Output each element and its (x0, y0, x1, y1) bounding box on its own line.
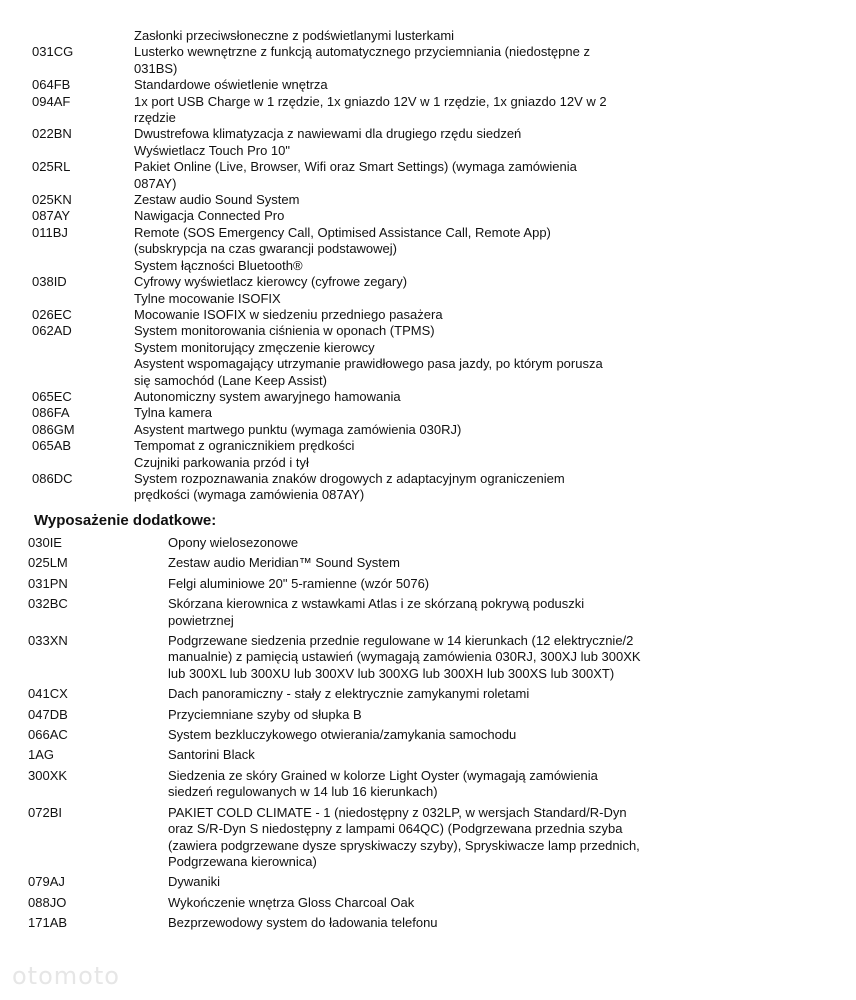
list-item (0, 438, 856, 454)
list-item (0, 44, 856, 77)
option-description: System monitorujący zmęczenie kierowcy (134, 339, 375, 355)
list-item (0, 422, 856, 438)
option-code: 072BI (28, 804, 62, 820)
list-item (0, 746, 856, 766)
list-item (0, 323, 856, 339)
option-description: Bezprzewodowy system do ładowania telefonu (168, 915, 438, 931)
option-code: 038ID (32, 274, 67, 290)
list-item (0, 389, 856, 405)
option-code (0, 356, 134, 389)
option-code: 025LM (28, 555, 68, 571)
option-code: 062AD (32, 323, 72, 339)
option-code: 065EC (32, 388, 72, 404)
option-code: 031PN (28, 575, 68, 591)
list-item (0, 685, 856, 705)
list-item (0, 258, 856, 274)
option-code (0, 340, 134, 356)
option-description: Mocowanie ISOFIX w siedzeniu przedniego pasażera (134, 306, 443, 322)
option-description: Czujniki parkowania przód i tył (134, 454, 309, 470)
option-code: 094AF (32, 93, 71, 109)
option-description: Lusterko wewnętrzne z funkcją automatycznego przyciemniania (niedostępne z 031BS) (134, 44, 590, 76)
watermark-logo: otomoto (12, 962, 120, 990)
option-code: 086GM (32, 421, 75, 437)
list-item (0, 914, 856, 934)
section-title-optional-equipment: Wyposażenie dodatkowe: (34, 512, 217, 529)
option-code: 033XN (28, 633, 68, 649)
list-item (0, 804, 856, 874)
option-description: Dwustrefowa klimatyzacja z nawiewami dla drugiego rzędu siedzeń (134, 126, 522, 142)
option-code: 086DC (32, 470, 73, 486)
list-item (0, 274, 856, 290)
option-code: 086FA (32, 405, 70, 421)
option-description: Dywaniki (168, 874, 221, 890)
option-description: Tylna kamera (134, 405, 213, 421)
optional-equipment-list (0, 534, 856, 935)
option-description: PAKIET COLD CLIMATE - 1 (niedostępny z 032LP, w wersjach Standard/R-Dyn oraz S/R-Dyn S niedostępny z lampami 064QC) (Podgrzewana przednia szyba (zawiera podgrzewane dysze spryskiwaczy szyby), Spryskiwacze lamp przednich, Podgrzewana kierownica) (168, 804, 640, 869)
list-item (0, 307, 856, 323)
option-code: 066AC (28, 727, 68, 743)
option-description: Asystent martwego punktu (wymaga zamówienia 030RJ) (134, 421, 462, 437)
option-description: Skórzana kierownica z wstawkami Atlas i ze skórzaną pokrywą poduszki powietrznej (168, 596, 585, 628)
list-item (0, 405, 856, 421)
option-description: Santorini Black (168, 747, 255, 763)
list-item (0, 534, 856, 554)
option-description: Tylne mocowanie ISOFIX (134, 290, 281, 306)
list-item (0, 873, 856, 893)
option-description: Felgi aluminiowe 20" 5-ramienne (wzór 5076) (168, 575, 430, 591)
option-code (0, 143, 134, 159)
option-description: System rozpoznawania znaków drogowych z adaptacyjnym ograniczeniem prędkości (wymaga zamówienia 087AY) (134, 470, 565, 503)
list-item (0, 225, 856, 258)
option-description: 1x port USB Charge w 1 rzędzie, 1x gniazdo 12V w 1 rzędzie, 1x gniazdo 12V w 2 rzędzie (134, 93, 607, 126)
list-item (0, 632, 856, 685)
list-item (0, 595, 856, 632)
option-description: Podgrzewane siedzenia przednie regulowane w 14 kierunkach (12 elektrycznie/2 manualnie) z pamięcią ustawień (wymagają zamówienia 030RJ, 300XJ lub 300XK lub 300XL lub 300XU lub 300XV lub 300XG lub 300XH lub 300XS lub 300XT) (168, 633, 641, 681)
list-item (0, 575, 856, 595)
list-item (0, 706, 856, 726)
standard-equipment-list (0, 28, 856, 504)
option-code: 171AB (28, 915, 68, 931)
option-code: 011BJ (32, 224, 68, 240)
option-code: 031CG (32, 44, 74, 60)
option-description: Standardowe oświetlenie wnętrza (134, 77, 328, 93)
option-code: 025RL (32, 159, 71, 175)
list-item (0, 554, 856, 574)
option-code: 064FB (32, 77, 71, 93)
list-item (0, 471, 856, 504)
option-code: 026EC (32, 306, 72, 322)
option-code: 1AG (28, 747, 55, 763)
option-description: Remote (SOS Emergency Call, Optimised Assistance Call, Remote App) (subskrypcja na czas gwarancji podstawowej) (134, 224, 551, 257)
list-item (0, 767, 856, 804)
option-description: Zestaw audio Meridian™ Sound System (168, 555, 400, 571)
option-code: 025KN (32, 192, 72, 208)
option-code: 041CX (28, 686, 68, 702)
list-item (0, 356, 856, 389)
option-description: Cyfrowy wyświetlacz kierowcy (cyfrowe zegary) (134, 274, 408, 290)
option-code (0, 291, 134, 307)
option-code (0, 28, 134, 44)
list-item (0, 208, 856, 224)
list-item (0, 455, 856, 471)
option-code: 079AJ (28, 874, 65, 890)
option-code (0, 258, 134, 274)
option-description: Siedzenia ze skóry Grained w kolorze Light Oyster (wymagają zamówienia siedzeń regulowanych w 14 lub 16 kierunkach) (168, 767, 598, 800)
option-description: Pakiet Online (Live, Browser, Wifi oraz Smart Settings) (wymaga zamówienia 087AY) (134, 159, 577, 191)
option-description: System monitorowania ciśnienia w oponach (TPMS) (134, 323, 435, 339)
list-item (0, 726, 856, 746)
option-description: Przyciemniane szyby od słupka B (168, 706, 362, 722)
list-item (0, 291, 856, 307)
list-item (0, 159, 856, 192)
option-description: Asystent wspomagający utrzymanie prawidłowego pasa jazdy, po którym porusza się samochód (Lane Keep Assist) (134, 356, 603, 388)
option-description: Opony wielosezonowe (168, 535, 299, 550)
option-description: System łączności Bluetooth® (134, 257, 303, 273)
option-description: Zestaw audio Sound System (134, 192, 300, 208)
list-item (0, 143, 856, 159)
list-item (0, 340, 856, 356)
list-item (0, 192, 856, 208)
option-code: 088JO (28, 894, 67, 910)
option-code: 032BC (28, 596, 68, 612)
list-item (0, 77, 856, 93)
list-item (0, 126, 856, 142)
option-code: 087AY (32, 208, 71, 224)
option-code: 300XK (28, 767, 68, 783)
list-item (0, 894, 856, 914)
option-code: 065AB (32, 438, 72, 454)
option-code (0, 455, 134, 471)
option-description: Nawigacja Connected Pro (134, 208, 285, 224)
option-description: Wykończenie wnętrza Gloss Charcoal Oak (168, 894, 415, 910)
option-description: Zasłonki przeciwsłoneczne z podświetlanymi lusterkami (134, 28, 455, 43)
option-code: 022BN (32, 126, 72, 142)
option-description: System bezkluczykowego otwierania/zamykania samochodu (168, 727, 517, 743)
option-code: 030IE (28, 535, 62, 550)
option-code: 047DB (28, 706, 68, 722)
option-description: Wyświetlacz Touch Pro 10" (134, 142, 290, 158)
list-item (0, 94, 856, 127)
list-item (0, 28, 856, 44)
option-description: Tempomat z ogranicznikiem prędkości (134, 438, 355, 454)
option-description: Autonomiczny system awaryjnego hamowania (134, 388, 401, 404)
option-description: Dach panoramiczny - stały z elektrycznie zamykanymi roletami (168, 686, 530, 702)
